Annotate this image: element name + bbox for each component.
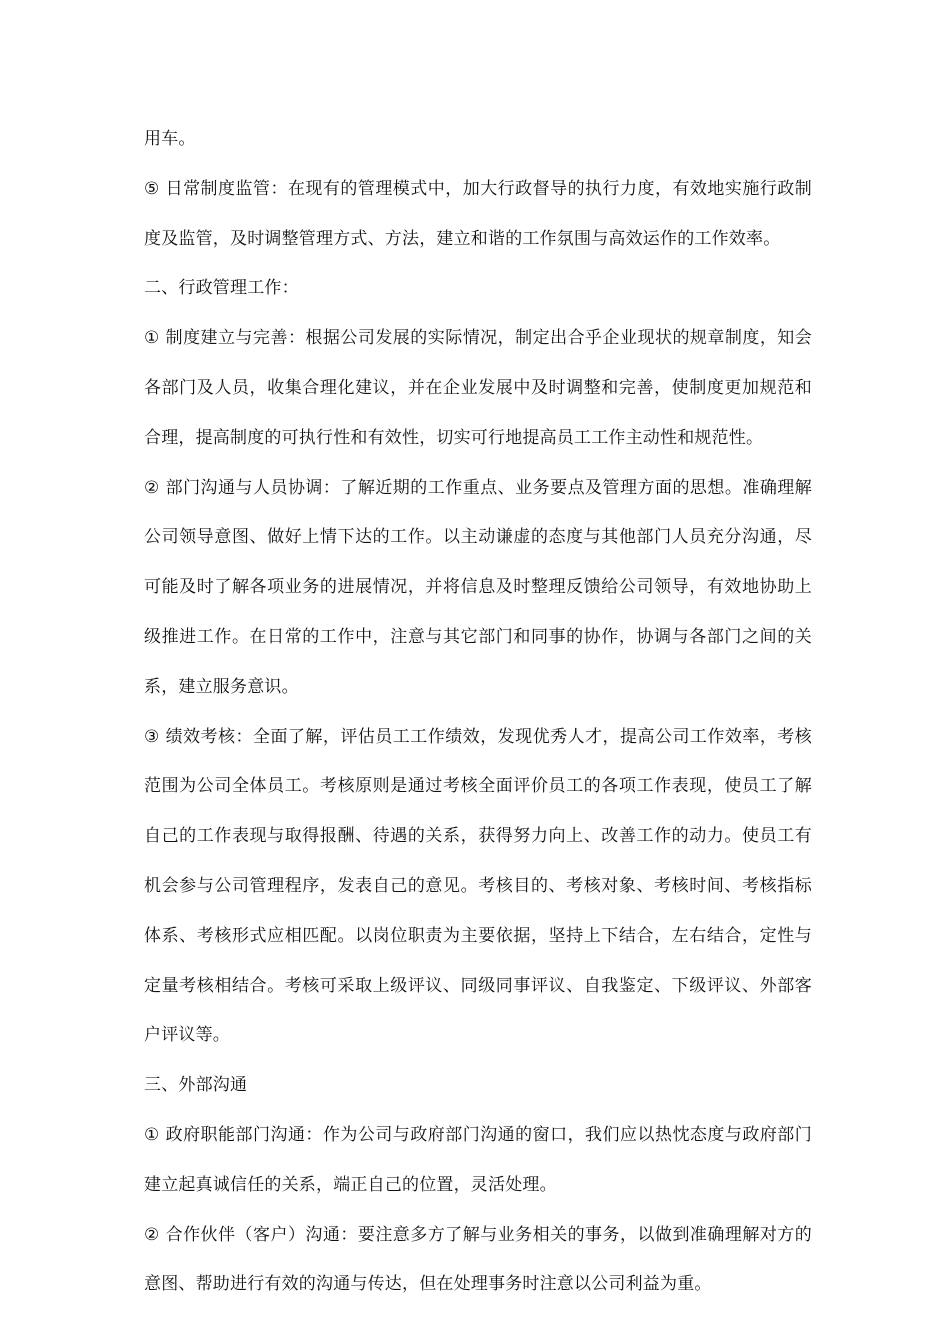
- section-heading-external-communication: 三、外部沟通: [144, 1075, 248, 1096]
- paragraph-performance-appraisal: ③ 绩效考核：全面了解，评估员工工作绩效，发现优秀人才，提高公司工作效率，考核范围为公司全体员工。考核原则是通过考核全面评价员工的各项工作表现，使员工了解自己的工作表现与取得报酬、待遇的关系，获得努力向上、改善工作的动力。使员工有机会参与公司管理程序，发表自己的意见。考核目的、考核对象、考核时间、考核指标体系、考核形式应相匹配。以岗位职责为主要依据，坚持上下结合，左右结合，定性与定量考核相结合。考核可采取上级评议、同级同事评议、自我鉴定、下级评议、外部客户评议等。: [144, 726, 812, 1046]
- document-body: [144, 115, 812, 1310]
- section-heading-admin-management: 二、行政管理工作：: [144, 278, 299, 299]
- paragraph-continuation: 用车。: [144, 129, 196, 149]
- paragraph-partner-communication: ② 合作伙伴（客户）沟通：要注意多方了解与业务相关的事务，以做到准确理解对方的意图、帮助进行有效的沟通与传达，但在处理事务时注意以公司利益为重。: [144, 1224, 812, 1295]
- paragraph-department-communication: ② 部门沟通与人员协调：了解近期的工作重点、业务要点及管理方面的思想。准确理解公司领导意图、做好上情下达的工作。以主动谦虚的态度与其他部门人员充分沟通，尽可能及时了解各项业务的进展情况，并将信息及时整理反馈给公司领导，有效地协助上级推进工作。在日常的工作中，注意与其它部门和同事的协作，协调与各部门之间的关系，建立服务意识。: [144, 477, 812, 697]
- paragraph-system-establishment: ① 制度建立与完善：根据公司发展的实际情况，制定出合乎企业现状的规章制度，知会各部门及人员，收集合理化建议，并在企业发展中及时调整和完善，使制度更加规范和合理，提高制度的可执行性和有效性，切实可行地提高员工工作主动性和规范性。: [144, 328, 812, 448]
- paragraph-government-communication: ① 政府职能部门沟通：作为公司与政府部门沟通的窗口，我们应以热忱态度与政府部门建立起真诚信任的关系，端正自己的位置，灵活处理。: [144, 1124, 812, 1195]
- paragraph-daily-system-supervision: ⑤ 日常制度监管：在现有的管理模式中，加大行政督导的执行力度，有效地实施行政制度及监管，及时调整管理方式、方法，建立和谐的工作氛围与高效运作的工作效率。: [144, 178, 812, 249]
